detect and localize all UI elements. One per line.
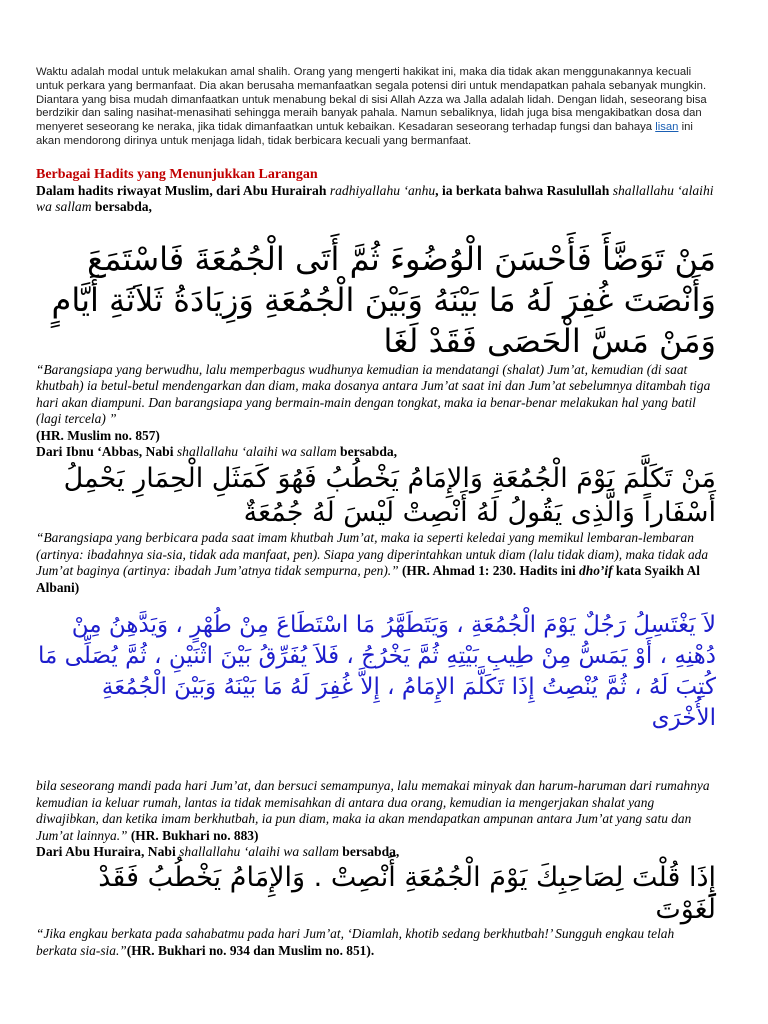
hadith2-source: (HR. Ahmad 1: 230. Hadits ini [398, 563, 580, 579]
hadith4-intro-text: Dari Abu Huraira, Nabi [36, 844, 180, 860]
hadith4-source: (HR. Bukhari no. 934 dan Muslim no. 851). [126, 942, 375, 958]
hadith4-intro [36, 844, 716, 860]
hadith1-intro-text-3: bersabda, [91, 198, 152, 214]
hadith2-arabic: مَنْ تَكَلَّمَ يَوْمَ الْجُمُعَةِ وَالإِمَامُ يَخْطُبُ فَهُوَ كَمَثَلِ الْحِمَارِ يَحْمِلُ أَسْفَاراً وَالَّذِى يَقُولُ لَهُ أَنْصِتْ لَيْسَ لَهُ جُمُعَةٌ [63, 463, 716, 529]
lisan-link[interactable]: lisan [655, 121, 679, 134]
hadith4-translation-text: “Jika engkau berkata pada sahabatmu pada hari Jum’at, ‘Diamlah, khotib sedang berkhutbah!’ Sungguh engkau telah berkata sia-sia.” [36, 926, 675, 958]
hadith3-translation [36, 778, 716, 844]
intro-text-after-link: ini akan mendorong dirinya untuk menjaga lidah, tidak berbicara kecuali yang bermanfaat. [36, 121, 693, 147]
hadith3-translation-text: bila seseorang mandi pada hari Jum’at, dan bersuci semampunya, lalu memakai minyak dan harum-haruman dari rumahnya kemudian ia keluar rumah, lantas ia tidak memisahkan di antara dua orang, kemudian ia mengerjakan shalat yang diwajibkan, dan ketika imam berkhutbah, ia pun diam, maka ia akan mendapatkan ampunan antara Jum’at yang satu dan Jum’at lainnya.” [36, 778, 710, 843]
hadith4-intro-text-2: bersabda, [338, 844, 400, 860]
hadith1-translation [36, 362, 716, 445]
hadith2-source-end: kata Syaikh Al Albani) [36, 563, 700, 595]
hadith3-arabic: لاَ يَغْتَسِلُ رَجُلٌ يَوْمَ الْجُمُعَةِ ، وَيَتَطَهَّرُ مَا اسْتَطَاعَ مِنْ طُهْرٍ ، وَيَدَّهِنُ مِنْ دُهْنِهِ ، أَوْ يَمَسُّ مِنْ طِيبِ بَيْتِهِ ثُمَّ يَخْرُجُ ، فَلاَ يُفَرِّقُ بَيْنَ اثْنَيْنِ ، ثُمَّ يُصَلِّى مَا كُتِبَ لَهُ ، ثُمَّ يُنْصِتُ إِذَا تَكَلَّمَ الإِمَامُ ، إِلاَّ غُفِرَ لَهُ مَا بَيْنَهُ وَبَيْنَ الْجُمُعَةِ الأُخْرَى [38, 612, 716, 732]
hadith1-intro-text: Dalam hadits riwayat Muslim, dari Abu Hurairah [36, 182, 330, 198]
hadith1-intro-text-2: , ia berkata bahwa Rasulullah [435, 182, 613, 198]
spacer [36, 734, 716, 778]
hadith2-intro [36, 444, 716, 460]
hadith4-translation [36, 926, 716, 959]
hadith1-honorific: radhiyallahu ‘anhu [329, 182, 436, 198]
hadith1-source: (HR. Muslim no. 857) [36, 427, 160, 443]
hadith4-arabic: إِذَا قُلْتَ لِصَاحِبِكَ يَوْمَ الْجُمُعَةِ أَنْصِتْ . وَالإِمَامُ يَخْطُبُ فَقَدْ لَغَوْتَ [98, 862, 716, 926]
hadith2-salawat: shallallahu ‘alaihi wa sallam [176, 444, 337, 460]
hadith2-translation-text: “Barangsiapa yang berbicara pada saat imam khutbah Jum’at, maka ia seperti keledai yang memikul lembaran-lembaran (artinya: ibadahnya sia-sia, tidak ada manfaat, pen). Siapa yang diperintahkan untuk diam (lalu tidak diam), maka tidak ada Jum’at baginya (artinya: ibadah Jum’atnya tidak sempurna, pen).” [36, 530, 709, 579]
intro-paragraph [36, 66, 716, 149]
hadith2-grade: dho’if [579, 563, 613, 579]
hadith3-source: (HR. Bukhari no. 883) [127, 827, 259, 843]
section-heading: Berbagai Hadits yang Menunjukkan Larangan [36, 166, 318, 182]
hadith1-arabic: مَنْ تَوَضَّأَ فَأَحْسَنَ الْوُضُوءَ ثُمَّ أَتَى الْجُمُعَةَ فَاسْتَمَعَ وَأَنْصَتَ غُفِرَ لَهُ مَا بَيْنَهُ وَبَيْنَ الْجُمُعَةِ وَزِيَادَةُ ثَلاَثَةِ أَيَّامٍ وَمَنْ مَسَّ الْحَصَى فَقَدْ لَغَا [51, 239, 716, 360]
hadith1-intro [36, 183, 716, 215]
hadith2-intro-text: Dari Ibnu ‘Abbas, Nabi [36, 444, 177, 460]
hadith1-translation-text: “Barangsiapa yang berwudhu, lalu memperbagus wudhunya kemudian ia mendatangi (shalat) Jum’at, kemudian (di saat khutbah) ia betul-betul mendengarkan dan diam, maka dosanya antara Jum’at saat ini dan Jum’at sebelumnya ditambah tiga hari akan diampuni. Dan barangsiapa yang bermain-main dengan tongkat, maka ia benar-benar melakukan hal yang batil (lagi tercela) ” [36, 361, 711, 427]
article [36, 66, 716, 959]
hadith4-salawat: shallallahu ‘alaihi wa sallam [179, 844, 339, 860]
hadith2-intro-text-2: bersabda, [336, 444, 398, 460]
hadith2-translation [36, 530, 716, 596]
hadith1-salawat: shallallahu ‘alaihi wa sallam [36, 182, 714, 214]
intro-text-before-link: Waktu adalah modal untuk melakukan amal shalih. Orang yang mengerti hakikat ini, maka dia tidak akan menggunakannya kecuali untuk perkara yang bermanfaat. Dia akan berusaha memanfaatkan segala potensi diri untuk mendapatkan pahala sebanyak mungkin. Diantara yang bisa mudah dimanfaatkan untuk menabung bekal di sisi Allah Azza wa Jalla adalah lidah. Dengan lidah, seseorang bisa berdzikir dan saling nasihat-menasihati sehingga meraih banyak pahala. Namun sebaliknya, lidah juga bisa mengakibatkan dosa dan menyeret seseorang ke neraka, jika tidak dimanfaatkan untuk kebaikan. Kesadaran seseorang terhadap fungsi dan bahaya [36, 66, 707, 134]
